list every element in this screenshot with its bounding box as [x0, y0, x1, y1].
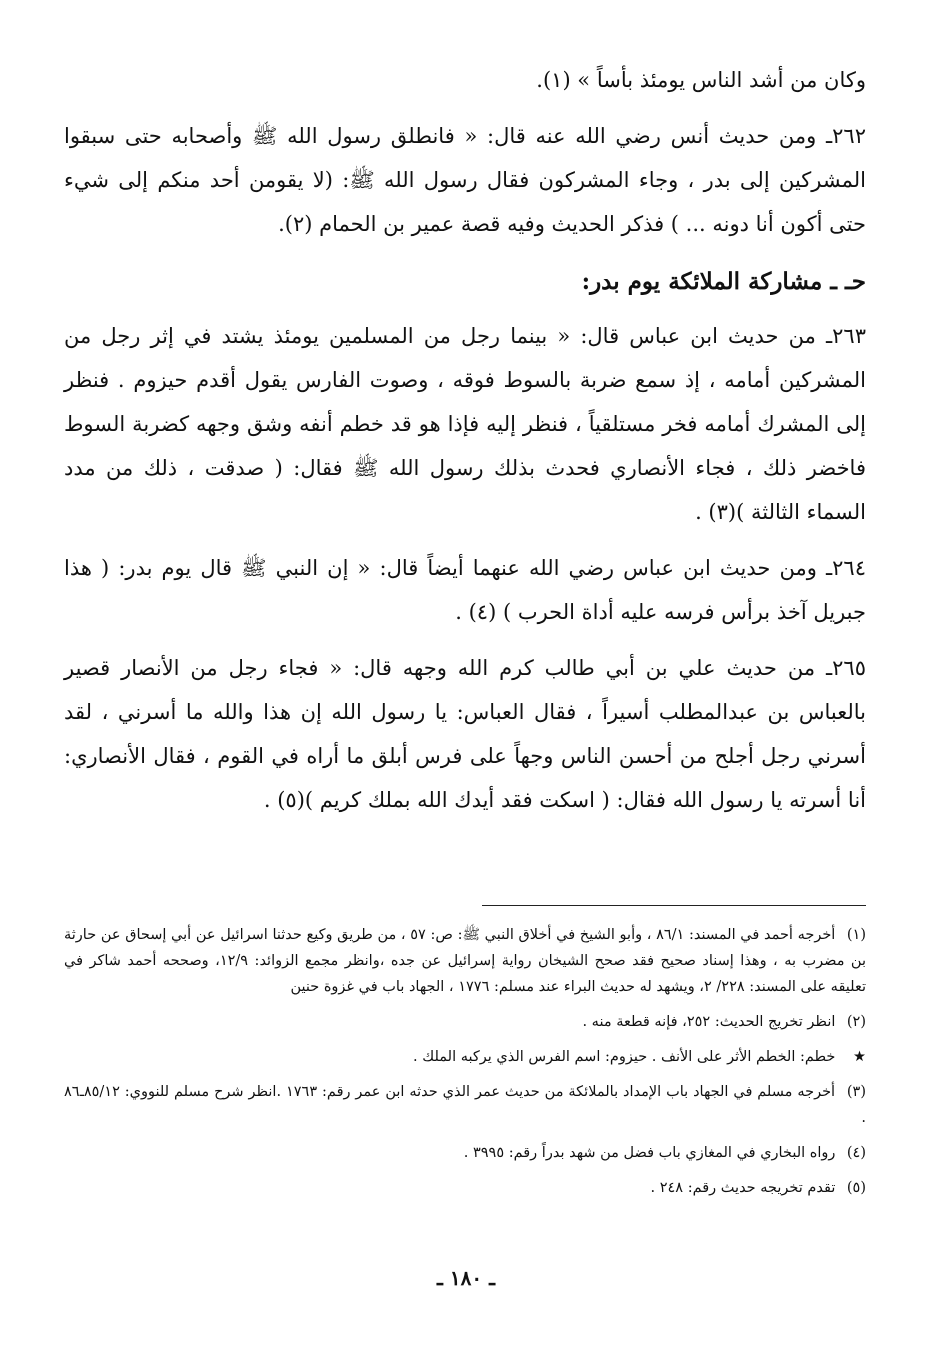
section-heading: حـ ـ مشاركة الملائكة يوم بدر:	[581, 268, 866, 295]
footnote	[64, 1009, 866, 1035]
footnote	[64, 1140, 866, 1166]
hadith-264: ٢٦٤ـ ومن حديث ابن عباس رضي الله عنهما أيضاً قال: « إن النبي ﷺ قال يوم بدر: ( هذا جبريل آخذ برأس فرسه عليه أداة الحرب ) (٤) .	[64, 556, 866, 624]
footnote-text: خطم: الخطم الأثر على الأنف . حيزوم: اسم الفرس الذي يركبه الملك .	[413, 1049, 836, 1065]
footnote-marker: (٢)	[846, 1014, 866, 1030]
hadith-265: ٢٦٥ـ من حديث علي بن أبي طالب كرم الله وجهه قال: « فجاء رجل من الأنصار قصير بالعباس بن عبدالمطلب أسيراً ، فقال العباس: يا رسول الله إن هذا والله ما أسرني ، لقد أسرني رجل أجلح من أحسن الناس وجهاً على فرس أبلق ما أراه في القوم ، فقال الأنصاري: أنا أسرته يا رسول الله فقال: ( اسكت فقد أيدك الله بملك كريم )(٥) .	[64, 656, 866, 812]
hadith-262: ٢٦٢ـ ومن حديث أنس رضي الله عنه قال: « فانطلق رسول الله ﷺ وأصحابه حتى سبقوا المشركين إلى بدر ، وجاء المشركون فقال رسول الله ﷺ: (لا يقومن أحد منكم إلى شيء حتى أكون أنا دونه ... ) فذكر الحديث وفيه قصة عمير بن الحمام (٢).	[64, 124, 866, 236]
page-number: ـ ١٨٠ ـ	[437, 1266, 495, 1290]
footnote-text: أخرجه مسلم في الجهاد باب الإمداد بالملائكة من حديث عمر الذي حدثه ابن عمر رقم: ١٧٦٣ .انظر شرح مسلم للنووي: ٨٥/١٢ـ٨٦ .	[64, 1084, 866, 1126]
footnote-marker: (٣)	[846, 1084, 866, 1100]
footnotes	[64, 922, 866, 1210]
footnote-text: انظر تخريج الحديث: ٢٥٢، فإنه قطعة منه .	[582, 1014, 836, 1030]
footnote-text: أخرجه أحمد في المسند: ٨٦/١ ، وأبو الشيخ في أخلاق النبي ﷺ: ص: ٥٧ ، من طريق وكيع حدثنا اسرائيل عن أبي إسحاق عن حارثة بن مضرب به ، وهذا إسناد صحيح فقد صحح الشيخان رواية إسرائيل عن جده ،وانظر مجمع الزوائد: ١٢/٩، وصححه أحمد شاكر في تعليقه على المسند: ٢٢٨/ ٢، ويشهد له حديث البراء عند مسلم: ١٧٧٦ ، الجهاد باب في غزوة حنين	[64, 927, 866, 995]
footnote	[64, 1175, 866, 1201]
footnote-marker: (٥)	[846, 1180, 866, 1196]
footnote-marker: (١)	[846, 927, 866, 943]
main-text	[64, 58, 866, 822]
footnote	[64, 1044, 866, 1070]
hadith-263: ٢٦٣ـ من حديث ابن عباس قال: « بينما رجل من المسلمين يومئذ يشتد في إثر رجل من المشركين أمامه ، إذ سمع ضربة بالسوط فوقه ، وصوت الفارس يقول أقدم حيزوم . فنظر إلى المشرك أمامه فخر مستلقياً ، فنظر إليه فإذا هو قد خطم أنفه وشق وجهه كضربة السوط فاخضر ذلك ، فجاء الأنصاري فحدث بذلك رسول الله ﷺ فقال: ( صدقت ، ذلك من مدد السماء الثالثة )(٣) .	[64, 324, 866, 524]
footnote-separator	[482, 905, 866, 906]
footnote-marker: (٤)	[846, 1145, 866, 1161]
footnote-text: تقدم تخريجه حديث رقم: ٢٤٨ .	[650, 1180, 836, 1196]
footnote	[64, 922, 866, 1000]
footnote	[64, 1079, 866, 1131]
footnote-marker: ★	[853, 1049, 866, 1065]
paragraph-continuation: وكان من أشد الناس يومئذ بأساً » (١).	[536, 68, 866, 92]
footnote-text: رواه البخاري في المغازي باب فضل من شهد بدراً رقم: ٣٩٩٥ .	[463, 1145, 836, 1161]
